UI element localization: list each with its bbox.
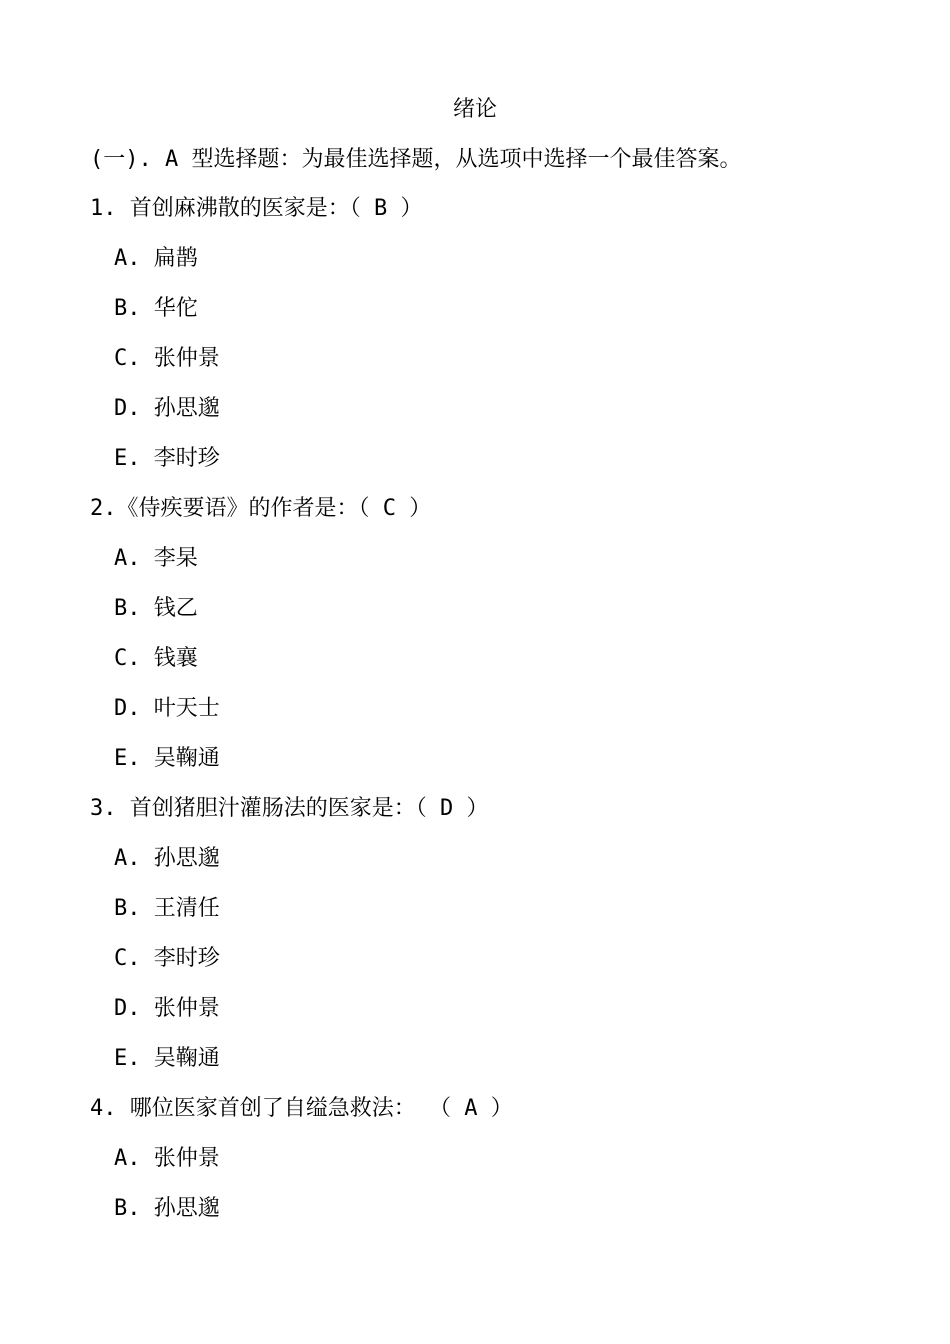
- option-b: B. 王清任: [114, 896, 220, 921]
- option-e: E. 吴鞠通: [114, 1046, 220, 1071]
- option-b: B. 钱乙: [114, 596, 198, 621]
- question-1: [0, 189, 950, 479]
- option-a: A. 李杲: [114, 546, 198, 571]
- question-2: [0, 489, 950, 779]
- option-d: D. 叶天士: [114, 696, 220, 721]
- option-c: C. 钱襄: [114, 646, 198, 671]
- section-heading: (一). A 型选择题：为最佳选择题，从选项中选择一个最佳答案。: [90, 147, 742, 172]
- option-a: A. 张仲景: [114, 1146, 220, 1171]
- option-b: B. 孙思邈: [114, 1196, 220, 1221]
- option-e: E. 李时珍: [114, 446, 220, 471]
- option-c: C. 李时珍: [114, 946, 220, 971]
- option-a: A. 扁鹊: [114, 246, 198, 271]
- option-d: D. 孙思邈: [114, 396, 220, 421]
- page-title: 绪论: [452, 97, 497, 122]
- question-text: 2.《侍疾要语》的作者是：（ C ）: [90, 496, 432, 521]
- question-list: [0, 189, 950, 1239]
- option-d: D. 张仲景: [114, 996, 220, 1021]
- question-3: [0, 789, 950, 1079]
- option-c: C. 张仲景: [114, 346, 220, 371]
- option-b: B. 华佗: [114, 296, 198, 321]
- question-4: [0, 1089, 950, 1229]
- option-e: E. 吴鞠通: [114, 746, 220, 771]
- question-text: 4. 哪位医家首创了自缢急救法： （ A ）: [90, 1096, 513, 1121]
- question-text: 1. 首创麻沸散的医家是：（ B ）: [90, 196, 423, 221]
- question-text: 3. 首创猪胆汁灌肠法的医家是：（ D ）: [90, 796, 489, 821]
- option-a: A. 孙思邈: [114, 846, 220, 871]
